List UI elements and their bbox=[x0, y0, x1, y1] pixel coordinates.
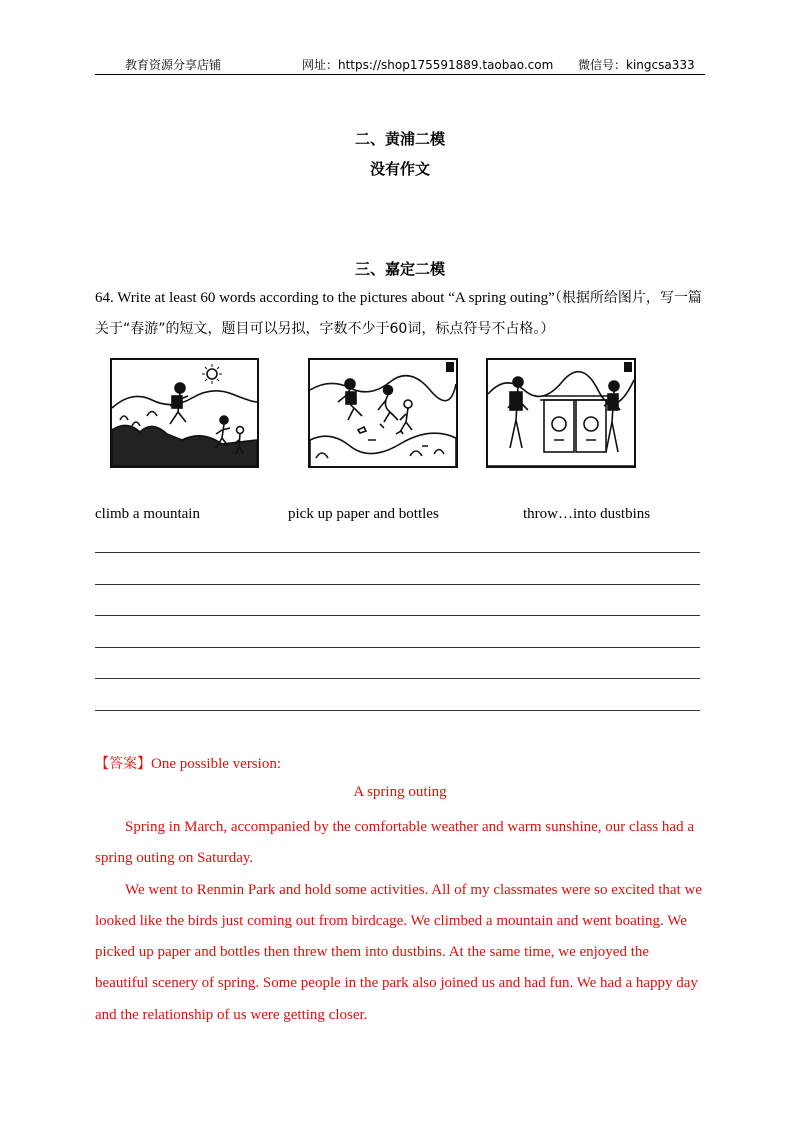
answer-paragraph: Spring in March, accompanied by the comfortable weather and warm sunshine, our class had a spring outing on Saturday. bbox=[95, 819, 694, 867]
picking-up-litter-illustration bbox=[308, 358, 458, 468]
header-wechat: 微信号：kingcsa333 bbox=[578, 58, 695, 72]
header-url: 网址：https://shop175591889.taobao.com bbox=[302, 58, 554, 72]
writing-line bbox=[95, 552, 700, 553]
dustbin-illustration bbox=[486, 358, 636, 468]
section-title-jiading: 三、嘉定二模 bbox=[354, 260, 445, 278]
section-title-huangpu: 二、黄浦二模 bbox=[354, 130, 445, 148]
caption-throw: throw…into dustbins bbox=[523, 506, 651, 522]
answer-paragraph: We went to Renmin Park and hold some activities. All of my classmates were so excited that we looked like the birds just coming out from birdcage. We climbed a mountain and went boating. We picked up paper and bottles then threw them into dustbins. At the same time, we enjoyed the beautiful scenery of spring. Some people in the park also joined us and had fun. We had a happy day and the relationship of us were getting closer. bbox=[95, 881, 702, 1023]
writing-line bbox=[95, 584, 700, 585]
answer-body bbox=[95, 812, 705, 1031]
question-text-cn: （根据所给图片，写一篇关于“春游”的短文，题目可以另拟，字数不少于60词，标点符号不占格。） bbox=[95, 290, 702, 337]
writing-line bbox=[95, 647, 700, 648]
writing-line bbox=[95, 678, 700, 679]
writing-line bbox=[95, 615, 700, 616]
answer-bracket: 【答案】 bbox=[95, 756, 151, 772]
question-prompt bbox=[95, 283, 715, 345]
climbing-mountain-illustration bbox=[110, 358, 259, 468]
answer-label-text: One possible version: bbox=[151, 756, 281, 772]
answer-title: A spring outing bbox=[353, 784, 447, 800]
header-shop-name: 教育资源分享店铺 bbox=[125, 58, 222, 72]
caption-pick-up: pick up paper and bottles bbox=[288, 506, 439, 522]
page-header bbox=[95, 52, 705, 75]
caption-climb: climb a mountain bbox=[95, 506, 200, 522]
answer-label bbox=[95, 753, 281, 773]
section-note-no-essay: 没有作文 bbox=[369, 160, 430, 178]
writing-line bbox=[95, 710, 700, 711]
question-text-en: 64. Write at least 60 words according to the pictures about “A spring outing” bbox=[95, 290, 555, 306]
